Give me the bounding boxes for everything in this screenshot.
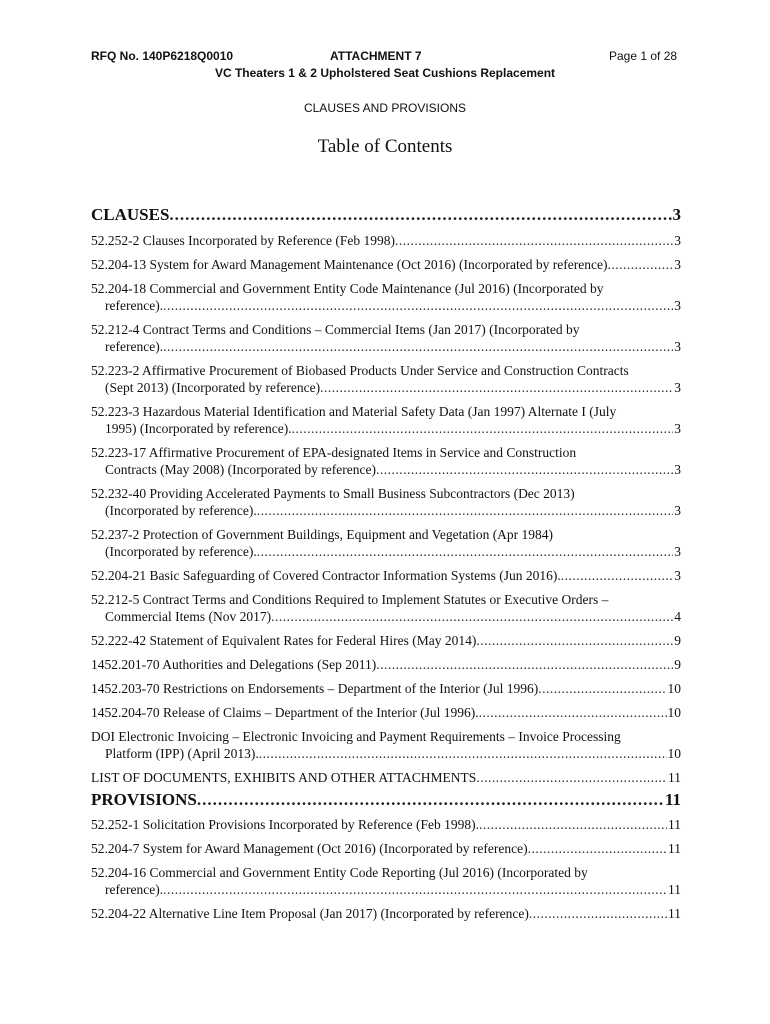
toc-entry-text: 52.232-40 Providing Accelerated Payments to Small Business Subcontractors (Dec 2013) [91,486,575,501]
toc-entry-text: 52.252-1 Solicitation Provisions Incorporated by Reference (Feb 1998). [91,817,480,832]
dot-leader [528,840,667,857]
page-ref: 3 [674,503,681,518]
toc-entry-row [91,567,681,584]
toc-entry[interactable] [91,591,681,625]
table-of-contents [91,200,681,922]
toc-entry-continuation [91,297,681,314]
toc-entry-text: reference). [105,339,164,354]
rfq-number: RFQ No. 140P6218Q0010 [91,49,234,63]
page-ref: 3 [674,339,681,354]
page-ref: 3 [674,544,681,559]
toc-entry-text: 52.204-21 Basic Safeguarding of Covered Contractor Information Systems (Jun 2016). [91,568,561,583]
dot-leader [163,338,673,355]
toc-entry-row [91,704,681,721]
page-ref: 11 [668,770,681,785]
page-ref: 3 [674,380,681,395]
dot-leader [561,567,673,584]
toc-entry-text: 52.223-3 Hazardous Material Identification and Material Safety Data (Jan 1997) Alternate I (July [91,404,617,419]
toc-entry-text: 1452.203-70 Restrictions on Endorsements – Department of the Interior (Jul 1996) [91,681,539,696]
page-ref: 3 [674,233,681,248]
toc-entry-continuation [91,461,681,478]
toc-entry-text: 52.204-16 Commercial and Government Entity Code Reporting (Jul 2016) (Incorporated by [91,865,588,880]
toc-entry[interactable] [91,362,681,396]
toc-entry[interactable] [91,840,681,857]
toc-entry-continuation [91,420,681,437]
toc-entry-row [91,769,681,786]
provisions-heading-label: PROVISIONS [91,790,197,809]
dot-leader [259,745,667,762]
dot-leader [163,297,673,314]
toc-entry[interactable] [91,232,681,249]
toc-entry-text: 52.204-7 System for Award Management (Oct 2016) (Incorporated by reference) [91,841,528,856]
toc-entry[interactable] [91,728,681,762]
page-ref: 3 [674,568,681,583]
toc-entry-continuation [91,881,681,898]
toc-entry[interactable] [91,769,681,786]
toc-entry-continuation [91,608,681,625]
toc-entry-text: 52.204-22 Alternative Line Item Proposal (Jan 2017) (Incorporated by reference) [91,906,529,921]
dot-leader [479,704,667,721]
toc-entry[interactable] [91,485,681,519]
page-title: Table of Contents [317,136,453,157]
toc-entry[interactable] [91,816,681,833]
page-ref: 3 [674,421,681,436]
toc-entry[interactable] [91,526,681,560]
toc-entry-text: Platform (IPP) (April 2013). [105,746,259,761]
page-ref: 3 [672,205,681,224]
section-label: CLAUSES AND PROVISIONS [303,101,467,115]
dot-leader [538,680,666,697]
toc-entry-text: 52.223-17 Affirmative Procurement of EPA-designated Items in Service and Construction [91,445,577,460]
toc-entry[interactable] [91,864,681,898]
toc-entry-row [91,680,681,697]
page-ref: 4 [674,609,681,624]
page-ref: 3 [674,257,681,272]
toc-entry[interactable] [91,680,681,697]
toc-entry-row [91,905,681,922]
toc-entry-text: 52.237-2 Protection of Government Buildings, Equipment and Vegetation (Apr 1984) [91,527,554,542]
toc-entry[interactable] [91,403,681,437]
dot-leader [476,769,667,786]
dot-leader [197,789,664,811]
toc-entry[interactable] [91,632,681,649]
toc-entry-text: (Sept 2013) (Incorporated by reference) [105,380,321,395]
toc-entry-text: 52.204-18 Commercial and Government Entity Code Maintenance (Jul 2016) (Incorporated by [91,281,604,296]
dot-leader [257,543,673,560]
dot-leader [257,502,673,519]
dot-leader [476,632,673,649]
toc-entry-row [91,840,681,857]
toc-entry-continuation [91,338,681,355]
attachment-label: ATTACHMENT 7 [330,49,422,63]
dot-leader [529,905,667,922]
dot-leader [292,420,674,437]
dot-leader [395,232,673,249]
toc-entry-text: DOI Electronic Invoicing – Electronic Invoicing and Payment Requirements – Invoice Processing [91,729,621,744]
document-subtitle: VC Theaters 1 & 2 Upholstered Seat Cushions Replacement [214,66,556,80]
page-ref: 3 [674,462,681,477]
toc-entry[interactable] [91,905,681,922]
clauses-heading[interactable] [91,204,681,226]
toc-entry-text: reference). [105,882,164,897]
toc-entry-text: 1452.204-70 Release of Claims – Department of the Interior (Jul 1996). [91,705,479,720]
toc-entry-row [91,256,681,273]
toc-entry-continuation [91,379,681,396]
toc-entry-continuation [91,502,681,519]
toc-entry-text: (Incorporated by reference). [105,503,257,518]
toc-entry-row [91,232,681,249]
page-ref: 11 [668,841,681,856]
toc-entry-text: 1995) (Incorporated by reference). [105,421,292,436]
toc-entry[interactable] [91,256,681,273]
toc-entry-text: 52.212-4 Contract Terms and Conditions – Commercial Items (Jan 2017) (Incorporated by [91,322,580,337]
dot-leader [163,881,667,898]
page-ref: 9 [674,657,681,672]
page-ref: 11 [664,790,681,809]
toc-entry-text: 52.212-5 Contract Terms and Conditions Required to Implement Statutes or Executive Orders – [91,592,609,607]
dot-leader [376,656,673,673]
toc-entry-text: 52.222-42 Statement of Equivalent Rates for Federal Hires (May 2014) [91,633,477,648]
toc-entry-row [91,632,681,649]
toc-entry-row [91,816,681,833]
page-ref: 10 [667,681,681,696]
dot-leader [169,204,671,226]
clauses-heading-label: CLAUSES [91,205,170,224]
toc-entry-text: 52.252-2 Clauses Incorporated by Reference (Feb 1998) [91,233,396,248]
toc-entry[interactable] [91,444,681,478]
toc-entry[interactable] [91,656,681,673]
toc-entry-text: 1452.201-70 Authorities and Delegations (Sep 2011) [91,657,377,672]
page-ref: 11 [668,906,681,921]
toc-entry-text: 52.223-2 Affirmative Procurement of Biobased Products Under Service and Construction Contracts [91,363,629,378]
page-ref: 11 [668,882,681,897]
toc-entry-text: LIST OF DOCUMENTS, EXHIBITS AND OTHER ATTACHMENTS [91,770,477,785]
page-ref: 9 [674,633,681,648]
page-ref: 3 [674,298,681,313]
toc-entry[interactable] [91,567,681,584]
dot-leader [320,379,673,396]
dot-leader [376,461,673,478]
toc-entry[interactable] [91,321,681,355]
dot-leader [607,256,673,273]
page-ref: 10 [667,746,681,761]
toc-entry-text: Contracts (May 2008) (Incorporated by reference) [105,462,377,477]
toc-entry-text: 52.204-13 System for Award Management Maintenance (Oct 2016) (Incorporated by reference) [91,257,608,272]
toc-entry-continuation [91,745,681,762]
provisions-heading[interactable] [91,789,681,811]
dot-leader [271,608,673,625]
toc-entry[interactable] [91,704,681,721]
toc-entry-text: Commercial Items (Nov 2017) [105,609,272,624]
toc-entry-continuation [91,543,681,560]
page-ref: 10 [667,705,681,720]
toc-entry[interactable] [91,280,681,314]
toc-entry-text: (Incorporated by reference). [105,544,257,559]
toc-entry-row [91,656,681,673]
page-ref: 11 [668,817,681,832]
page-number: Page 1 of 28 [609,49,678,63]
toc-entry-text: reference). [105,298,164,313]
dot-leader [479,816,667,833]
